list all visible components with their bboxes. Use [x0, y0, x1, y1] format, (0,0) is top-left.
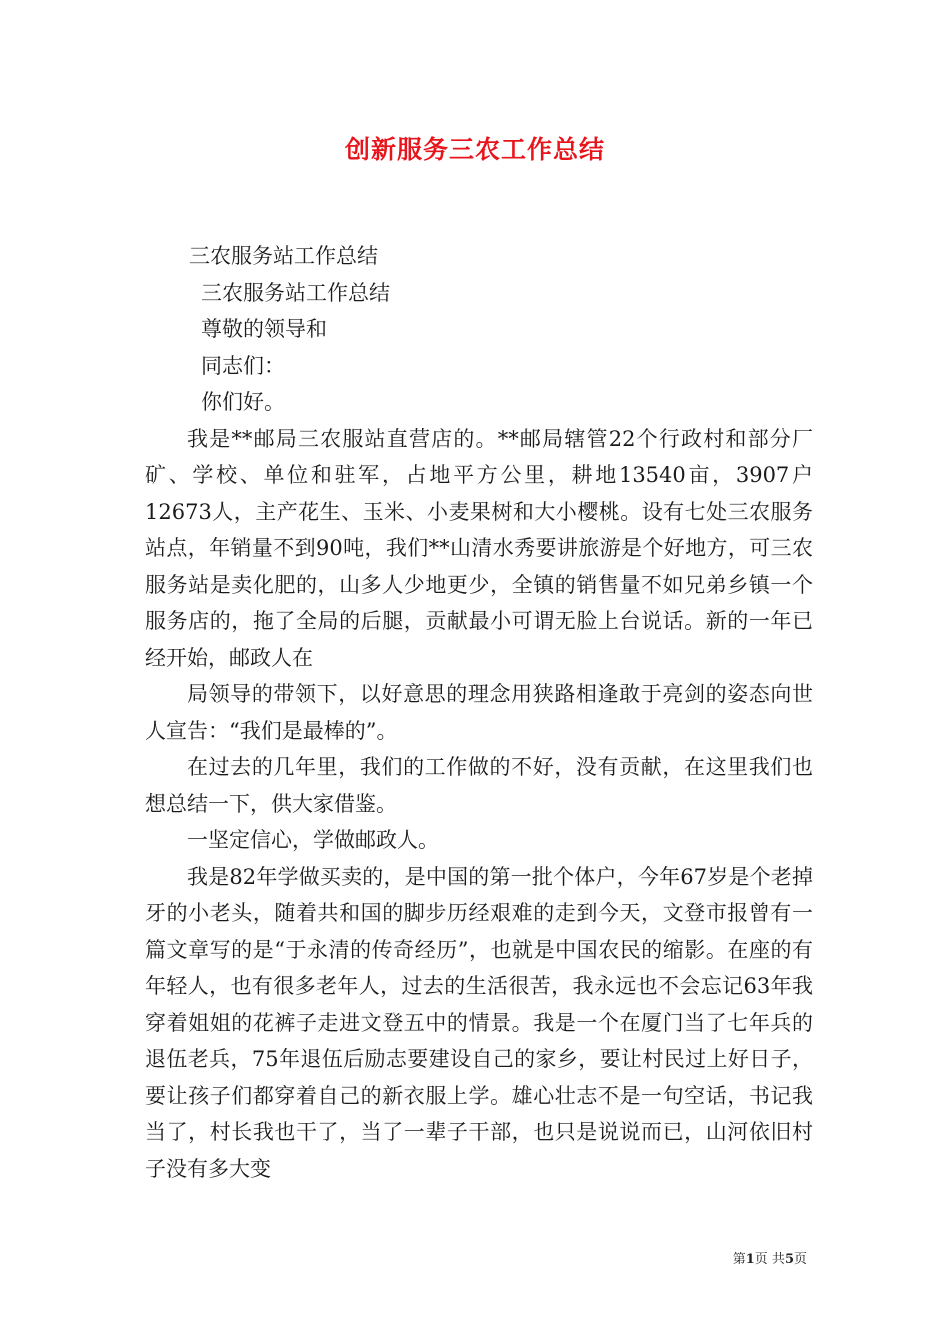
document-body	[145, 238, 813, 1187]
paragraph-heading-1: 三农服务站工作总结	[189, 244, 378, 268]
paragraph-salutation-1: 尊敬的领导和	[201, 317, 327, 341]
paragraph-heading-2: 三农服务站工作总结	[201, 280, 390, 305]
footer-middle: 页 共	[754, 1252, 785, 1267]
paragraph-intro: 我是**邮局三农服站直营店的。**邮局辖管22个行政村和部分厂矿、学校、单位和驻军，占地平方公里，耕地13540亩，3907户12673人，主产花生、玉米、小麦果树和大小樱桃。设有七处三农服务站点，年销量不到90吨，我们**山清水秀要讲旅游是个好地方，可三农服务站是卖化肥的，山多人少地更少，全镇的销售量不如兄弟乡镇一个服务店的，拖了全局的后腿，贡献最小可谓无脸上台说话。新的一年已经开始，邮政人在	[145, 426, 813, 670]
paragraph-salutation-2: 同志们：	[201, 353, 285, 378]
footer-total-pages: 5	[784, 1252, 794, 1267]
paragraph-review: 在过去的几年里，我们的工作做的不好，没有贡献，在这里我们也想总结一下，供大家借鉴。	[145, 755, 813, 816]
paragraph-declaration: 局领导的带领下，以好意思的理念用狭路相逢敢于亮剑的姿态向世人宣告：“我们是最棒的”。	[145, 682, 813, 743]
footer-suffix: 页	[793, 1252, 807, 1267]
paragraph-biography: 我是82年学做买卖的，是中国的第一批个体户，今年67岁是个老掉牙的小老头，随着共和国的脚步历经艰难的走到今天，文登市报曾有一篇文章写的是“于永清的传奇经历”，也就是中国农民的缩影。在座的有年轻人，也有很多老年人，过去的生活很苦，我永远也不会忘记63年我穿着姐姐的花裤子走进文登五中的情景。我是一个在厦门当了七年兵的退伍老兵，75年退伍后励志要建设自己的家乡，要让村民过上好日子，要让孩子们都穿着自己的新衣服上学。雄心壮志不是一句空话，书记我当了，村长我也干了，当了一辈子干部，也只是说说而已，山河依旧村子没有多大变	[145, 864, 813, 1181]
paragraph-greeting: 你们好。	[201, 390, 285, 414]
paragraph-section-heading: 一坚定信心，学做邮政人。	[187, 828, 439, 852]
document-title: 创新服务三农工作总结	[344, 135, 605, 164]
footer-current-page: 1	[745, 1252, 755, 1267]
page-number-footer	[733, 1248, 807, 1267]
footer-prefix: 第	[732, 1252, 746, 1267]
